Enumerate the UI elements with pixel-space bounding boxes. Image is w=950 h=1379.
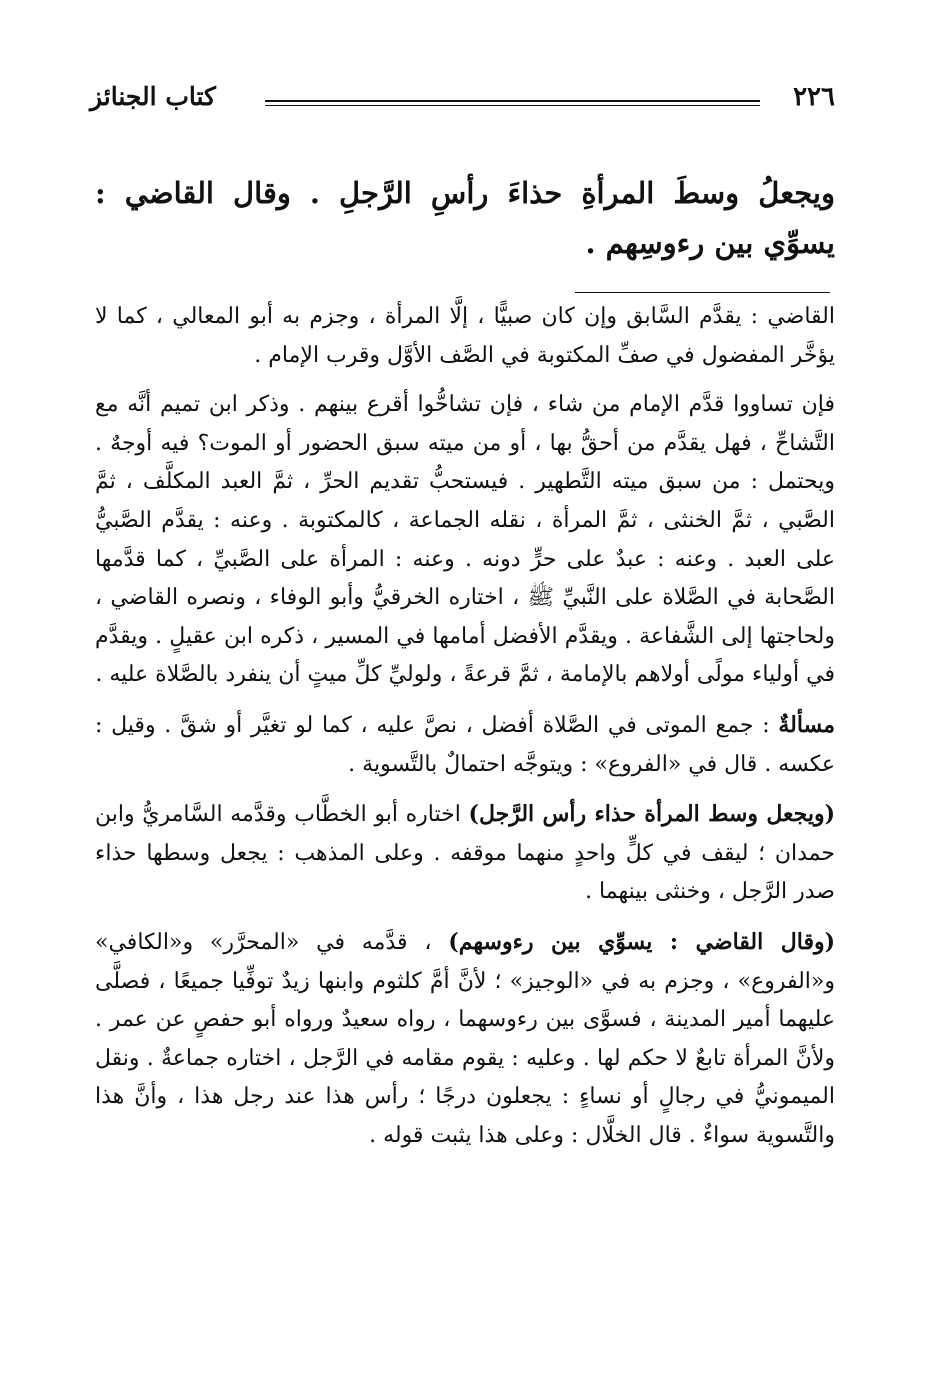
commentary-paragraph-3 — [95, 706, 835, 784]
issue-text: : جمع الموتى في الصَّلاة أفضل ، نصَّ عليه ، كما لو تغيَّر أو شقَّ . وقيل : عكسه . قال في «الفروع» : ويتوجَّه احتمالٌ بالتَّسوية . — [95, 712, 835, 777]
header-rule — [265, 100, 760, 106]
footnote-separator — [575, 292, 830, 293]
page-number: ٢٢٦ — [793, 82, 835, 112]
commentary — [95, 298, 835, 1166]
paragraph-5-text: ، قدَّمه في «المحرَّر» و«الكافي» و«الفروع» ، وجزم به في «الوجيز» ؛ لأنَّ أمَّ كلثوم وابنها زيدٌ توفِّيا جميعًا ، فصلَّى عليهما أمير المدينة ، فسوَّى بين رءوسهما ، رواه سعيدٌ ورواه أبو حفصٍ عن عمر . ولأنَّ المرأة تابعٌ لا حكم لها . وعليه : يقوم مقامه في الرَّجل ، اختاره جماعةٌ . ونقل الميمونيُّ في رجالٍ أو نساءٍ : يجعلون درجًا ؛ رأس هذا عند رجل هذا ، وأنَّ هذا والتَّسوية سواءٌ . قال الخلَّال : وعلى هذا يثبت قوله . — [95, 929, 835, 1148]
commentary-paragraph-1: القاضي : يقدَّم السَّابق وإن كان صبيًّا ، إلَّا المرأة ، وجزم به أبو المعالي ، كما لا يؤخَّر المفضول في صفِّ المكتوبة في الصَّف الأوَّل وقرب الإمام . — [95, 304, 835, 368]
paragraph-4-text: اختاره أبو الخطَّاب وقدَّمه السَّامريُّ وابن حمدان ؛ ليقف في كلٍّ واحدٍ منهما موقفه . وعلى المذهب : يجعل وسطها حذاء صدر الرَّجل ، وخنثى بينهما . — [95, 802, 835, 905]
commentary-paragraph-5 — [95, 923, 835, 1156]
book-title: كتاب الجنائز — [90, 82, 216, 111]
quoted-matn-1: (ويجعل وسط المرأة حذاء رأس الرَّجل) — [468, 801, 835, 828]
commentary-paragraph-4 — [95, 795, 835, 912]
commentary-paragraph-2: فإن تساووا قدَّم الإمام من شاء ، فإن تشاحُّوا أقرع بينهم . وذكر ابن تميم أنَّه مع التَّشاحِّ ، فهل يقدَّم من أحقُّ بها ، أو من ميته سبق الحضور أو الموت؟ فيه أوجهٌ . ويحتمل : من سبق ميته التَّطهير . فيستحبُّ تقديم الحرِّ ، ثمَّ العبد المكلَّف ، ثمَّ الصَّبي ، ثمَّ الخنثى ، ثمَّ المرأة ، نقله الجماعة ، كالمكتوبة . وعنه : يقدَّم الصَّبيُّ على العبد . وعنه : عبدٌ على حرٍّ دونه . وعنه : المرأة على الصَّبيِّ ، كما قدَّمها الصَّحابة في الصَّلاة على النَّبيِّ ﷺ ، اختاره الخرقيُّ وأبو الوفاء ، ونصره القاضي ، ولحاجتها إلى الشَّفاعة . ويقدَّم الأفضل أمامها في المسير ، ذكره ابن عقيلٍ . ويقدَّم في أولياء مولًى أولاهم بالإمامة ، ثمَّ قرعةً ، ولوليِّ كلِّ ميتٍ أن ينفرد بالصَّلاة عليه . — [95, 392, 835, 688]
main-text: ويجعلُ وسطَ المرأةِ حذاءَ رأسِ الرَّجلِ . وقال القاضي : يسوِّي بين رءوسِهم . — [95, 176, 835, 260]
page-header — [90, 82, 835, 122]
quoted-matn-2: (وقال القاضي : يسوِّي بين رءوسهم) — [448, 928, 835, 955]
issue-label: مسألةٌ — [778, 711, 835, 738]
